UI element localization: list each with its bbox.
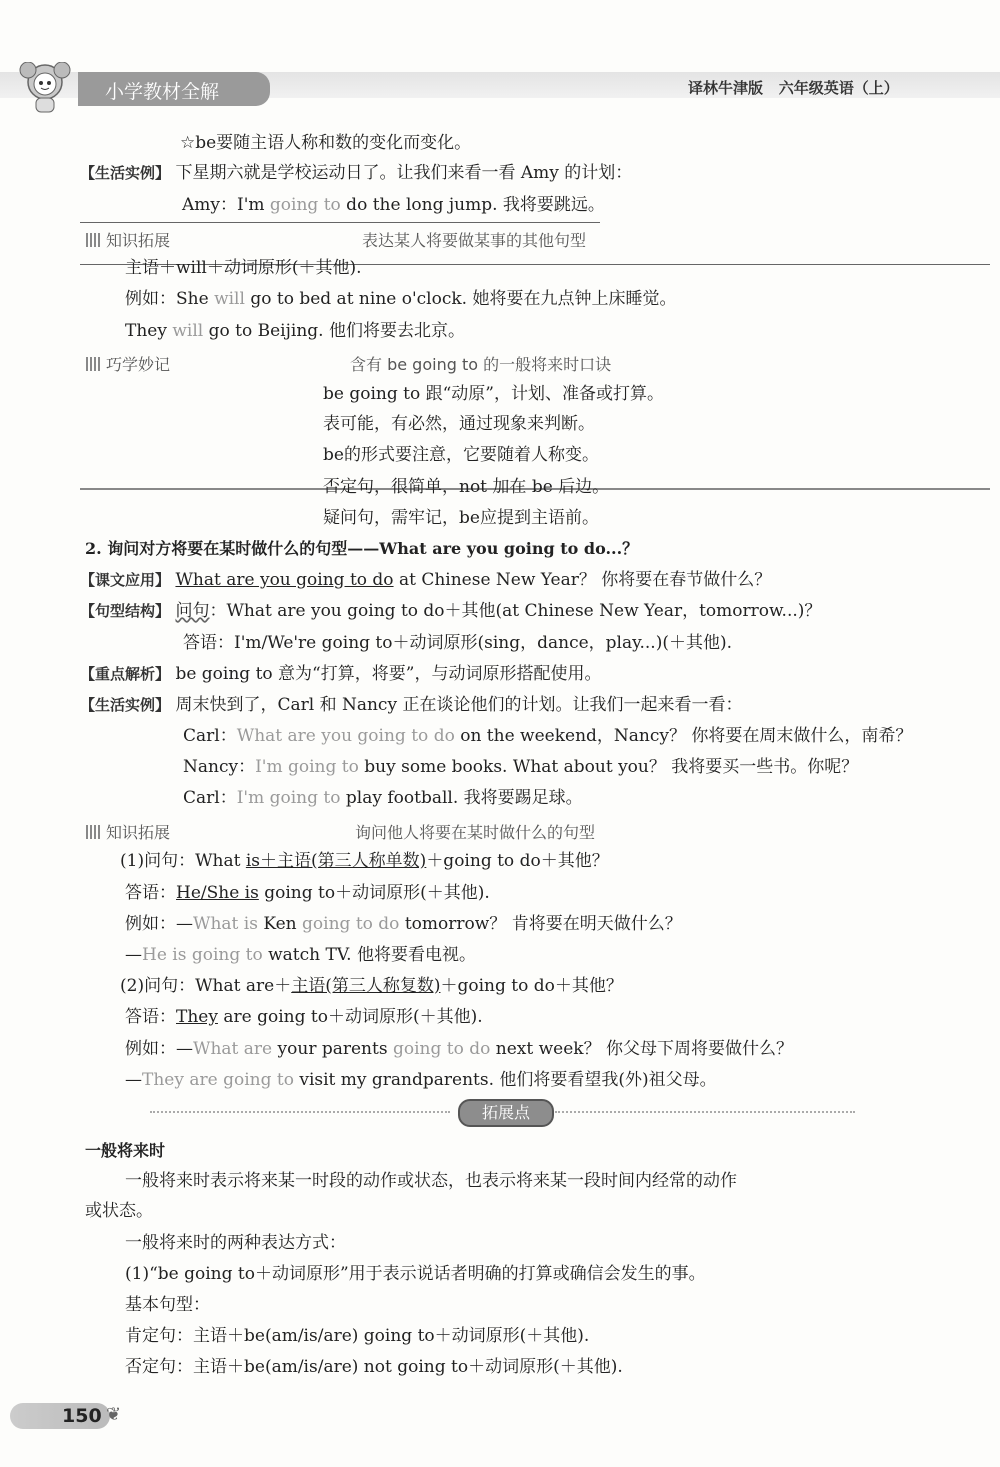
mascot-logo (10, 62, 80, 114)
example-phrase: I'm going to (255, 757, 359, 777)
example-label: 例如：— (125, 1039, 193, 1059)
page-number: 150 (62, 1405, 102, 1427)
example-phrase: going to (269, 195, 341, 215)
example-phrase: He is going to (142, 945, 263, 965)
tip-line: 疑问句，需牢记，be应提到主语前。 (323, 508, 599, 528)
tip-line: be going to 跟“动原”，计划、准备或打算。 (323, 384, 664, 404)
life-tag: 【 生活实例 】 (80, 164, 170, 182)
structure-tag: 【 句型结构 】 (80, 602, 170, 620)
example-phrase: I'm going to (236, 788, 341, 808)
section-knowledge-ext: 知识拓展 (86, 820, 170, 843)
expand-para: 一般将来时表示将来某一时段的动作或状态，也表示将来某一段时间内经常的动作 (125, 1171, 737, 1191)
example-phrase: What is (193, 914, 258, 934)
answer-structure: are going to＋动词原形(＋其他). (217, 1007, 483, 1027)
example-text: tomorrow？ 肯将要在明天做什么？ (399, 914, 682, 934)
example-phrase: What are you going to do (236, 726, 455, 746)
example-phrase: going to do (302, 914, 400, 934)
example-text: watch TV. 他将要看电视。 (262, 945, 476, 965)
example-phrase: What are (193, 1039, 273, 1059)
dash: — (125, 1070, 142, 1090)
question-structure: ＋going to do＋其他？ (426, 851, 609, 871)
expand-para: 或状态。 (85, 1201, 153, 1221)
question-structure: ＋going to do＋其他？ (440, 976, 623, 996)
dialog-speaker: Carl： (183, 788, 237, 808)
example-phrase: will (172, 321, 204, 341)
example-text: go to Beijing. 他们将要去北京。 (203, 321, 465, 341)
tip-line: 否定句，很简单，not 加在 be 后边。 (323, 477, 610, 497)
leaf-icon: ❦ (106, 1404, 122, 1425)
answer-structure: going to＋动词原形(＋其他). (258, 883, 490, 903)
example-text: on the weekend，Nancy？ 你将要在周末做什么，南希？ (454, 726, 913, 746)
dialog-speaker: Carl： (183, 726, 237, 746)
answer-label: 答语： (125, 883, 176, 903)
question-label: (2)问句：What are＋ (120, 976, 292, 996)
top-note: ☆be要随主语人称和数的变化而变化。 (180, 133, 472, 153)
edition-label: 译林牛津版 (688, 79, 764, 97)
question-label: (1)问句：What (120, 851, 246, 871)
dash: — (125, 945, 142, 965)
grade-label: 六年级英语（上） (778, 79, 899, 97)
example-text: your parents (272, 1039, 393, 1059)
example-phrase: going to do (392, 1039, 491, 1059)
question-label: 问句 (175, 601, 210, 621)
book-title: 小学教材全解 (105, 81, 220, 103)
example-text: They (125, 321, 173, 341)
section-memory-tip: 巧学妙记 (86, 352, 170, 375)
key-phrase: 主语(第三人称复数) (291, 976, 441, 996)
example-phrase: will (214, 289, 245, 309)
question-structure: ：What are you going to do＋其他(at Chinese New Year，tomorrow...)？ (209, 601, 822, 621)
ext1-line1: 主语＋will＋动词原形(＋其他). (125, 258, 362, 278)
example-text: go to bed at nine o'clock. 她将要在九点钟上床睡觉。 (244, 289, 677, 309)
section2-heading: 2. 询问对方将要在某时做什么的句型——What are you going to do...？ (85, 539, 639, 558)
life-tag: 【 生活实例 】 (80, 696, 170, 714)
expand-para: (1)“be going to＋动词原形”用于表示说话者明确的打算或确信会发生的事。 (125, 1264, 706, 1284)
expand-heading: 一般将来时 (85, 1141, 166, 1160)
example-label: 例如：— (125, 914, 193, 934)
key-phrase: He/She is (176, 883, 259, 903)
example-text: do the long jump. 我将要跳远。 (340, 195, 605, 215)
key-phrase: What are you going to do (175, 570, 394, 590)
life-text: 周末快到了，Carl 和 Nancy 正在谈论他们的计划。让我们一起来看一看： (175, 695, 743, 715)
answer-label: 答语： (125, 1007, 176, 1027)
ext2-title: 询问他人将要在某时做什么的句型 (355, 823, 596, 842)
example-text: play football. 我将要踢足球。 (340, 788, 583, 808)
example-text: next week？ 你父母下周将要做什么？ (490, 1039, 793, 1059)
example-text: at Chinese New Year？ 你将要在春节做什么？ (393, 570, 772, 590)
key-analysis-text: be going to 意为“打算，将要”，与动词原形搭配使用。 (175, 664, 602, 684)
tip-line: be的形式要注意，它要随着人称变。 (323, 445, 599, 465)
key-phrase: is＋主语(第三人称单数) (245, 851, 427, 871)
expand-para: 肯定句：主语＋be(am/is/are) going to＋动词原形(＋其他). (125, 1326, 590, 1346)
example-label: 例如：She (125, 289, 215, 309)
textbook-app-tag: 【 课文应用 】 (80, 571, 170, 589)
expand-para: 基本句型： (125, 1295, 210, 1315)
expand-para: 一般将来时的两种表达方式： (125, 1233, 346, 1253)
life-text: 下星期六就是学校运动日了。让我们来看一看 Amy 的计划： (175, 163, 633, 183)
example-text: Ken (257, 914, 303, 934)
example-phrase: They are going to (142, 1070, 294, 1090)
tip-line: 表可能，有必然，通过现象来判断。 (323, 414, 595, 434)
expand-para: 否定句：主语＋be(am/is/are) not going to＋动词原形(＋其他). (125, 1357, 623, 1377)
section-knowledge-ext: 知识拓展 (86, 228, 170, 251)
dialog-speaker: Amy：I'm (182, 195, 270, 215)
header-bar (0, 62, 1000, 114)
expand-badge: 拓展点 (458, 1099, 554, 1127)
dialog-speaker: Nancy： (183, 757, 256, 777)
tip-title: 含有 be going to 的一般将来时口诀 (350, 355, 612, 374)
example-text: buy some books. What about you？ 我将要买一些书。你呢？ (358, 757, 859, 777)
key-phrase: They (176, 1007, 218, 1027)
ext1-title: 表达某人将要做某事的其他句型 (362, 231, 587, 250)
key-analysis-tag: 【 重点解析 】 (80, 665, 170, 683)
answer-structure: 答语：I'm/We're going to＋动词原形(sing，dance，play...)(＋其他). (183, 633, 732, 653)
example-text: visit my grandparents. 他们将要看望我(外)祖父母。 (293, 1070, 717, 1090)
